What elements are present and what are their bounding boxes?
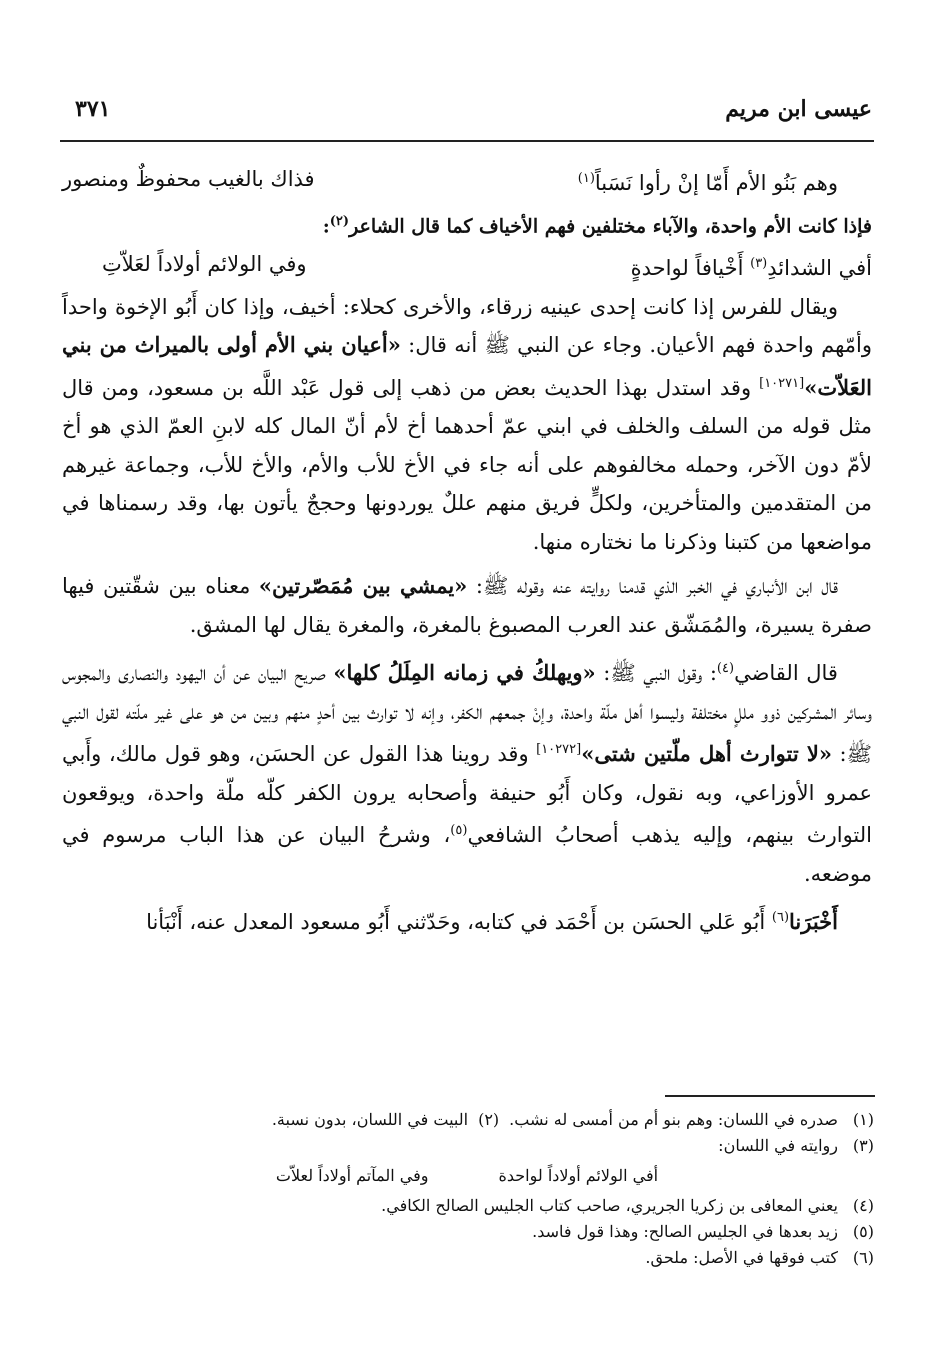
footnote-ref-6: (٦) xyxy=(771,910,790,926)
hadith-quote-1: «أعيان بني الأم أولى بالميراث من بني العَلاّت» xyxy=(62,332,872,400)
hadith-ref-1: [١٠٢٧١] xyxy=(759,375,805,391)
footnote-ref-1: (١) xyxy=(577,171,595,186)
footnote-4: (٤) يعني المعافى بن زكريا الجريري، صاحب كتاب الجليس الصالح الكافي. xyxy=(381,1196,874,1215)
paragraph-2: قال ابن الأنباري في الخبر الذي قدمنا روايته عنه وقوله ﷺ: «يمشي بين مُمَصّرتين» معناه بين شقّتين فيها صفرة يسيرة، والمُمَشّق عند العرب المصبوغ بالمغرة، والمغرة يقال لها المشق. xyxy=(62,573,872,637)
footnote-3-verse: أفي الولائم أولاداً لواحدة وفي المآتم أولاداً لعلاّت xyxy=(275,1166,659,1185)
footnote-3: (٣) روايته في اللسان: xyxy=(718,1136,874,1155)
footnote-ref-3: (٣) xyxy=(750,256,768,272)
footnote-6: (٦) كتب فوقها في الأصل: ملحق. xyxy=(645,1248,874,1267)
verse-line-1 xyxy=(62,160,872,203)
hadith-quote-3: «ويهلكُ في زمانه المِلَلُ كلها» xyxy=(333,660,596,686)
page-number: ٣٧١ xyxy=(75,96,111,122)
running-header-title: عيسى ابن مريم xyxy=(725,96,872,122)
footnote-1-2: (١) صدره في اللسان: وهم بنو أم من أمسى له نشب. (٢) البيت في اللسان، بدون نسبة. xyxy=(271,1110,874,1129)
footnotes xyxy=(60,1107,874,1271)
hadith-quote-4: «لا تتوارث أهل ملّتين شتى» xyxy=(581,741,832,767)
paragraph-3: قال القاضي$^{(٤)}$: وقول النبي ﷺ: «ويهلكُ في زمانه المِلَلُ كلها» صريح البيان عن أن اليهود والنصارى والمجوس وسائر المشركين ذوو مللٍ مختلفة وليسوا أهل ملّة واحدة، وإنْ جمعهم الكفر، وإنه لا توارث بين أحدٍ منهم وبين من هو على غير ملّته لقول النبي ﷺ: «لا تتوارث أهل ملّتين شتى»[١٠٢٧٢] وقد روينا هذا القول عن الحسَن، وهو قول مالك، وأَبي عمرو الأوزاعي، وبه نقول، وكان أَبُو حنيفة وأصحابه يرون الكفر كلّه ملّة واحدة، ويوقعون التوارث بينهم، وإليه يذهب أصحابُ الشافعي$^{(٥)}$، وشرحُ البيان عن هذا الباب مرسوم في موضعه. xyxy=(62,660,873,886)
isnad-lead: أَخْبَرَنا xyxy=(789,909,838,935)
footnote-5: (٥) زيد بعدها في الجليس الصالح: وهذا قول فاسد. xyxy=(532,1222,874,1241)
hadith-ref-2: [١٠٢٧٢] xyxy=(536,742,582,758)
footnote-ref-4: (٤) xyxy=(716,661,735,677)
paragraph-1: ويقال للفرس إذا كانت إحدى عينيه زرقاء، والأخرى كحلاء: أخيف، وإذا كان أَبُو الإخوة واحداً وأمّهم واحدة فهم الأعيان. وجاء عن النبي ﷺ أنه قال: «أعيان بني الأم أولى بالميراث من بني العَلاّت»[١٠٢٧١] وقد استدل بهذا الحديث بعض من ذهب إلى قول عَبْد اللَّه بن مسعود، ومن قال مثل قوله من السلف والخلف في ابني عمّ أحدهما أخ لأم أنّ المال كله لابنِ العمّ الذي هو أخ لأمّ دون الآخر، وحمله مخالفوهم على أنه جاء في الأخ للأب والأم، والأخ للأب، وجماعة غيرهم من المتقدمين والمتأخرين، ولكلٍّ فريق منهم عللٌ يوردونها وحججٌ يأتون بها، وقد رسمناها في مواضعها من كتبنا وذكرنا ما نختاره منها. xyxy=(62,294,872,554)
verse-line-2 xyxy=(62,245,872,288)
footnote-ref-2: (٢) xyxy=(329,213,350,229)
intro-line: فإذا كانت الأم واحدة، والآباء مختلفين فهم الأخياف كما قال الشاعر$^{(٢)}$: xyxy=(322,213,872,237)
verse-1-second-hemistich: فذاك بالغيب محفوظٌ ومنصور xyxy=(62,167,315,191)
verse-2-second-hemistich: وفي الولائم أولاداً لعَلاّتِ xyxy=(102,252,307,277)
footnote-ref-5: (٥) xyxy=(450,823,468,839)
verse-2-first-hemistich: أفي الشدائدِ$^{(٣)}$ أَخْيافاً لواحدةٍ xyxy=(630,256,872,281)
footnote-rule xyxy=(665,1095,875,1097)
header-rule xyxy=(60,140,874,142)
paragraph-4: أَخْبَرَنا$^{(٦)}$ أَبُو عَلي الحسَن بن أَحْمَد في كتابه، وحَدّثني أَبُو مسعود المعدل عنه، أَنْبَأنا xyxy=(146,909,838,935)
main-text xyxy=(62,160,872,942)
hadith-quote-2: «يمشي بين مُمَصّرتين» xyxy=(258,573,468,599)
verse-1-first-hemistich: وهم بَنُو الأم أَمّا إنْ رأوا نَسَباً$^{(١)}$ xyxy=(577,171,838,195)
